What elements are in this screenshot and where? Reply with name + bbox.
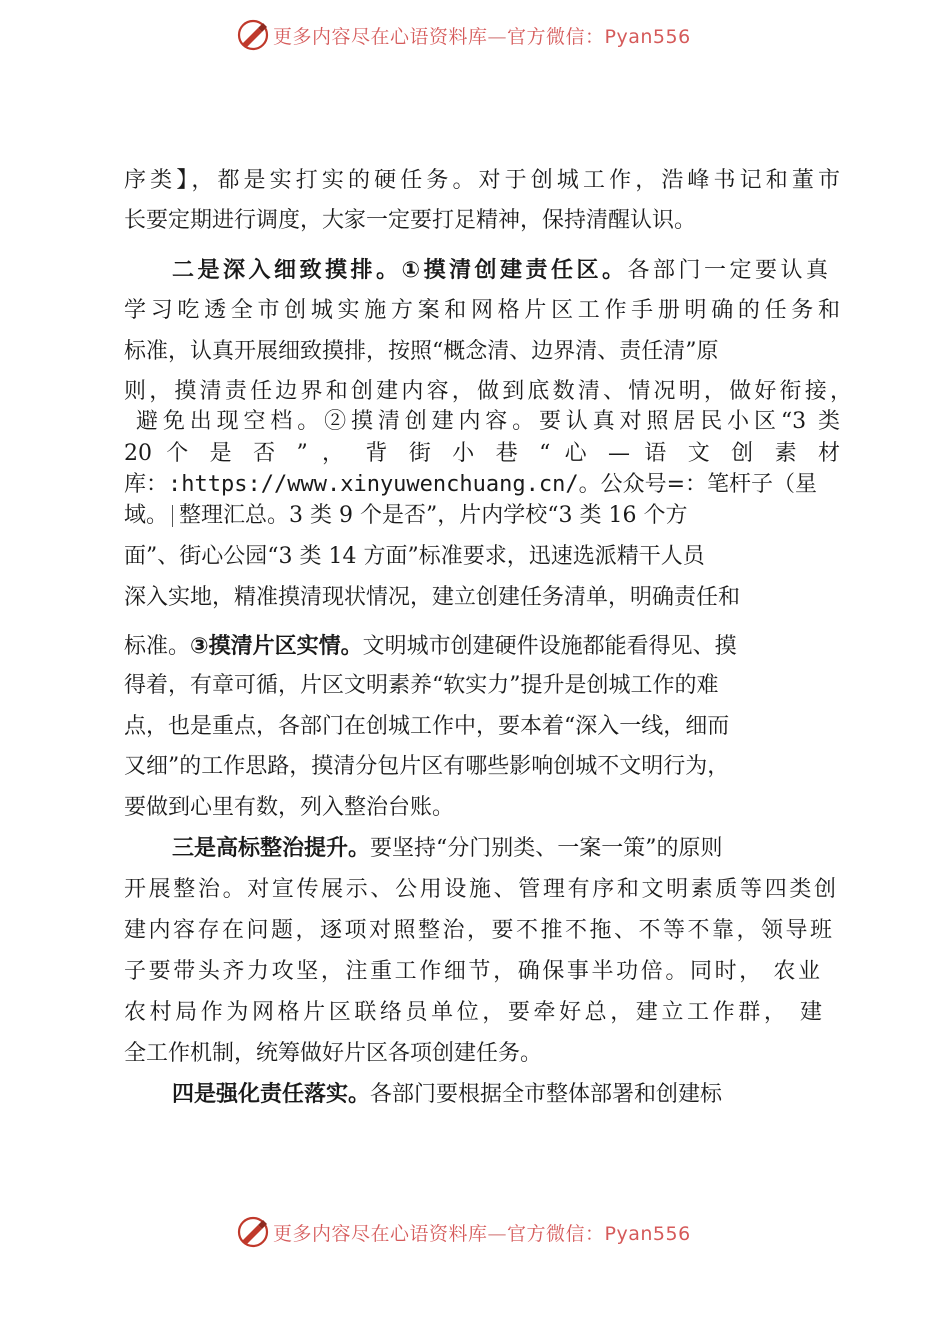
heading-three: 三是高标整治提升。 [172, 836, 371, 861]
text-line-9-b: 。公众号=：笔杆子（星 [578, 472, 818, 497]
text-cursor [172, 505, 173, 527]
banner-dash: — [487, 1223, 508, 1245]
text-line-12: 深入实地，精准摸清现状情况，建立创建任务清单，明确责任和 [124, 585, 741, 610]
heading-four: 四是强化责任落实。 [172, 1082, 371, 1107]
text-line-13-a: 标准。 [124, 634, 191, 659]
text-line-23: 全工作机制，统筹做好片区各项创建任务。 [124, 1041, 543, 1066]
text-line-14: 得着，有章可循，片区文明素养“软实力”提升是创城工作的难 [124, 673, 719, 698]
text-line-10-b: 整理汇总。3 类 9 个是否”，片内学校“3 类 16 个方 [179, 503, 688, 528]
text-line-2: 长要定期进行调度，大家一定要打足精神，保持清醒认识。 [124, 208, 697, 233]
text-line-3-rest: 各部门一定要认真 [627, 258, 828, 283]
text-line-10 [124, 501, 687, 531]
banner-main: 更多内容尽在心语资料库 [273, 26, 488, 48]
pen-logo-icon [236, 1215, 270, 1249]
banner-text [273, 22, 691, 49]
text-line-21: 子要带头齐力攻坚，注重工作细节，确保事半功倍。同时， 农业 [124, 959, 820, 984]
text-line-10-a: 域。 [124, 503, 169, 528]
banner-id: Pyan556 [604, 26, 691, 48]
text-line-13-b: 文明城市创建硬件设施都能看得见、摸 [362, 634, 737, 659]
banner-main: 更多内容尽在心语资料库 [273, 1223, 488, 1245]
text-line-24-rest: 各部门要根据全市整体部署和创建标 [370, 1082, 723, 1107]
subheading-three: ③摸清片区实情。 [190, 634, 363, 659]
text-line-24 [172, 1080, 722, 1110]
text-line-20: 建内容存在问题，逐项对照整治，要不推不拖、不等不靠，领导班 [124, 918, 832, 943]
header-watermark-banner [0, 16, 950, 56]
text-line-9 [124, 470, 817, 500]
pen-logo-icon [236, 18, 270, 52]
text-line-9-a: 库： [124, 472, 169, 497]
banner-text [273, 1219, 691, 1246]
text-line-4: 学习吃透全市创城实施方案和网格片区工作手册明确的任务和 [124, 298, 840, 323]
footer-watermark-banner [0, 1213, 950, 1253]
text-line-15: 点，也是重点，各部门在创城工作中，要本着“深入一线，细而 [124, 714, 730, 739]
text-line-18 [172, 834, 723, 864]
text-line-19: 开展整治。对宣传展示、公用设施、管理有序和文明素质等四类创 [124, 877, 836, 902]
banner-official: 官方微信： [507, 26, 605, 48]
text-line-17: 要做到心里有数，列入整治台账。 [124, 795, 455, 820]
website-url: :https://www.xinyuwenchuang.cn/ [168, 472, 579, 497]
text-line-8: 20 个 是 否 ” ， 背 街 小 巷 “ 心 — 语 文 创 素 材 [124, 441, 840, 466]
text-line-18-rest: 要坚持“分门别类、一案一策”的原则 [370, 836, 723, 861]
banner-dash: — [487, 26, 508, 48]
banner-id: Pyan556 [604, 1223, 691, 1245]
text-line-13 [124, 632, 737, 662]
text-line-11: 面”、街心公园“3 类 14 方面”标准要求，迅速选派精干人员 [124, 544, 705, 569]
text-line-5: 标准，认真开展细致摸排，按照“概念清、边界清、责任清”原 [124, 339, 719, 364]
text-line-16: 又细”的工作思路，摸清分包片区有哪些影响创城不文明行为， [124, 754, 730, 779]
text-line-1: 序类】，都是实打实的硬任务。对于创城工作，浩峰书记和董市 [124, 168, 840, 193]
subheading-one: ①摸清创建责任区。 [401, 258, 628, 283]
heading-two: 二是深入细致摸排。 [172, 258, 402, 283]
text-line-6: 则，摸清责任边界和创建内容，做到底数清、情况明，做好衔接， [124, 379, 852, 404]
text-line-22: 农村局作为网格片区联络员单位，要牵好总，建立工作群， 建 [124, 1000, 822, 1025]
text-line-7: 避免出现空档。②摸清创建内容。要认真对照居民小区“3 类 [136, 409, 840, 434]
banner-official: 官方微信： [507, 1223, 605, 1245]
text-line-3 [172, 256, 828, 286]
